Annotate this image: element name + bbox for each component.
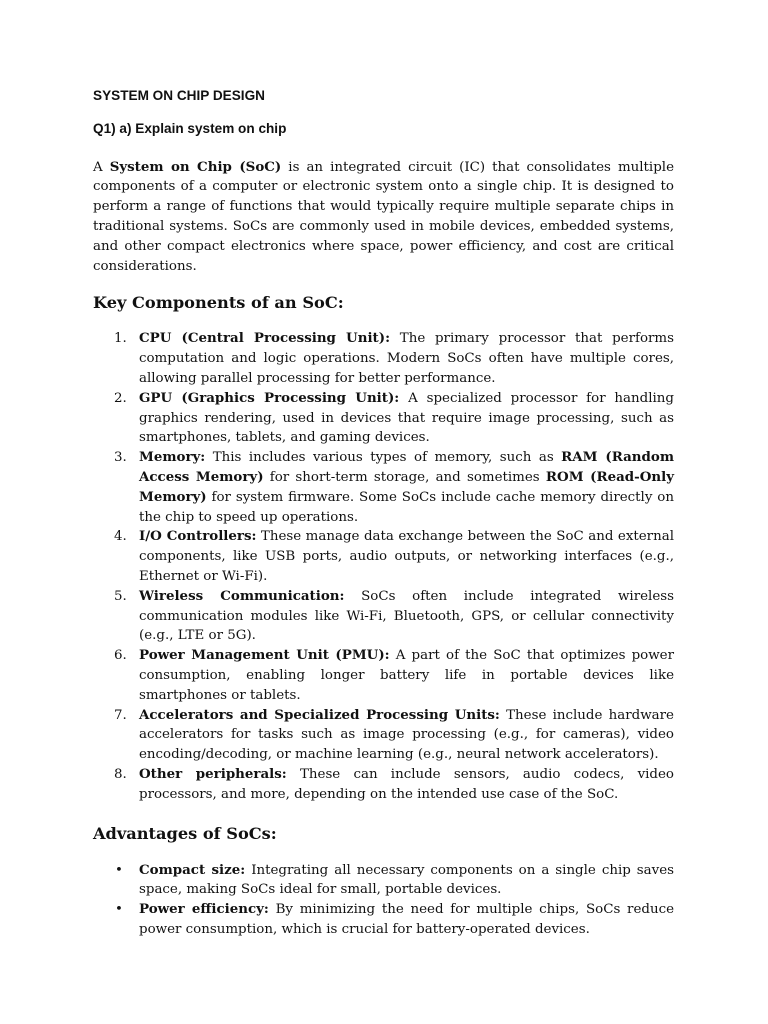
document-page [93,84,674,940]
bullet-icon: • [115,902,123,918]
list-item: 4. I/O Controllers: These manage data exchange between the SoC and external components, like USB ports, audio outputs, or networking interfaces (e.g., Ethernet or Wi-Fi). [114,528,674,584]
list-item: 6. Power Management Unit (PMU): A part of the SoC that optimizes power consumption, enabling longer battery life in portable devices like smartphones or tablets. [114,647,674,703]
advantages-heading: Advantages of SoCs: [93,823,277,843]
list-item: 1. CPU (Central Processing Unit): The primary processor that performs computation and logic operations. Modern SoCs often have multiple cores, allowing parallel processing for better performance. [114,330,674,386]
question-title: Q1) a) Explain system on chip [93,120,287,136]
list-item: 3. Memory: This includes various types of memory, such as RAM (Random Access Memory) for short-term storage, and sometimes ROM (Read-Only Memory) for system firmware. Some SoCs include cache memory directly on the chip to speed up operations. [114,449,675,525]
components-heading: Key Components of an SoC: [93,293,344,313]
intro-term: System on Chip (SoC) [109,158,282,175]
components-list [93,329,674,804]
list-item: 7. Accelerators and Specialized Processing Units: These include hardware accelerators for tasks such as image processing (e.g., for cameras), video encoding/decoding, or machine learning (e.g., neural network accelerators). [114,706,674,763]
intro-paragraph: A System on Chip (SoC) is an integrated circuit (IC) that consolidates multiple components of a computer or electronic system onto a single chip. It is designed to perform a range of functions that would typically require multiple separate chips in traditional systems. SoCs are commonly used in mobile devices, embedded systems, and other compact electronics where space, power efficiency, and cost are critical considerations. [93,158,674,274]
list-item: • Power efficiency: By minimizing the need for multiple chips, SoCs reduce power consumption, which is crucial for battery-operated devices. [115,901,674,937]
list-item: 8. Other peripherals: These can include sensors, audio codecs, video processors, and more, depending on the intended use case of the SoC. [114,765,674,802]
list-item: 5. Wireless Communication: SoCs often include integrated wireless communication modules like Wi-Fi, Bluetooth, GPS, or cellular connectivity (e.g., LTE or 5G). [114,587,674,644]
advantages-list [93,861,674,940]
list-item: • Compact size: Integrating all necessary components on a single chip saves space, making SoCs ideal for small, portable devices. [115,861,674,898]
bullet-icon: • [115,862,123,878]
list-item: 2. GPU (Graphics Processing Unit): A specialized processor for handling graphics rendering, used in devices that require image processing, such as smartphones, tablets, and gaming devices. [114,389,674,446]
document-title: SYSTEM ON CHIP DESIGN [93,88,265,103]
